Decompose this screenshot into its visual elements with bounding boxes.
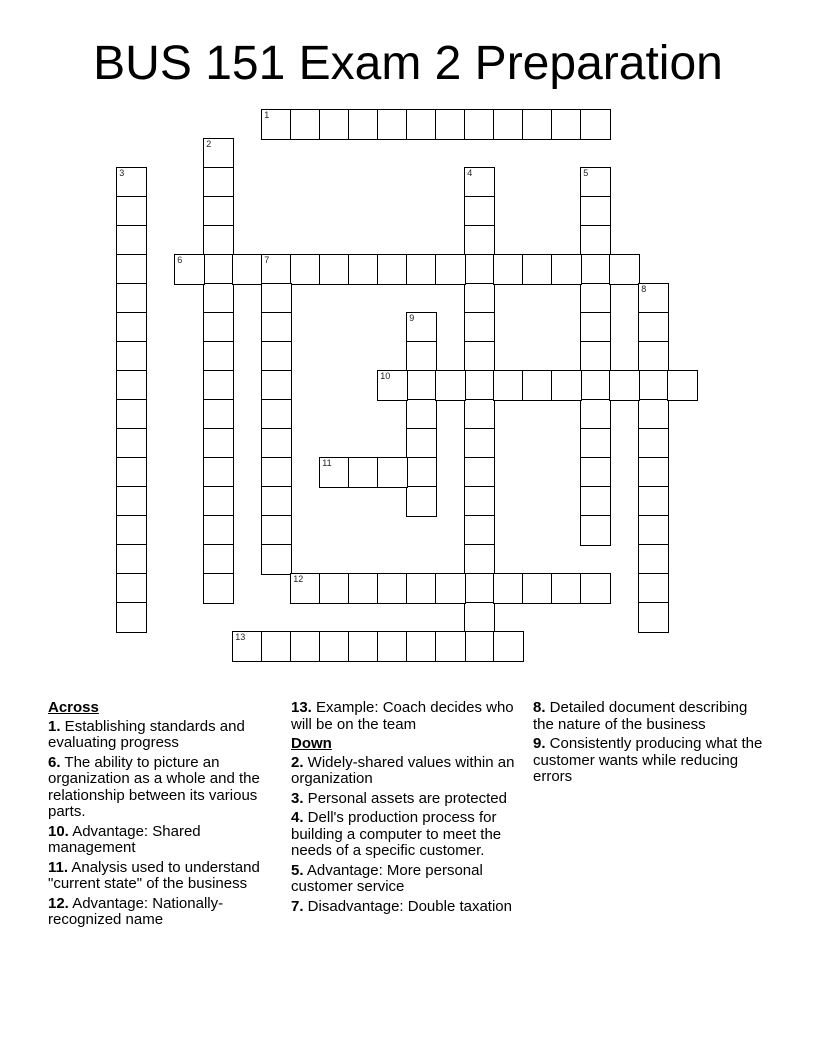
crossword-cell[interactable] — [116, 573, 147, 604]
crossword-cell[interactable] — [522, 370, 553, 401]
crossword-cell[interactable] — [319, 457, 350, 488]
crossword-cell[interactable] — [203, 399, 234, 430]
crossword-cell[interactable] — [406, 457, 437, 488]
crossword-cell[interactable] — [290, 254, 321, 285]
clue-down-4 — [291, 810, 521, 860]
clue-text: Establishing standards and evaluating progress — [48, 717, 245, 751]
crossword-cell[interactable] — [406, 109, 437, 140]
clue-down-9 — [533, 736, 768, 786]
crossword-cell[interactable] — [551, 370, 582, 401]
crossword-cell[interactable] — [377, 457, 408, 488]
crossword-cell[interactable] — [638, 515, 669, 546]
clue-number: 7. — [291, 897, 304, 915]
crossword-cell[interactable] — [406, 428, 437, 459]
crossword-cell[interactable] — [464, 602, 495, 633]
crossword-cell[interactable] — [261, 428, 292, 459]
crossword-cell[interactable] — [116, 370, 147, 401]
page-title: BUS 151 Exam 2 Preparation — [93, 37, 723, 90]
crossword-cell[interactable] — [203, 573, 234, 604]
crossword-cell[interactable] — [580, 283, 611, 314]
crossword-cell[interactable] — [116, 602, 147, 633]
clue-number: 3. — [291, 789, 304, 807]
across-heading: Across — [48, 699, 99, 716]
crossword-cell[interactable] — [261, 341, 292, 372]
crossword-cell[interactable] — [580, 457, 611, 488]
crossword-cell[interactable] — [435, 109, 466, 140]
crossword-cell[interactable] — [580, 399, 611, 430]
crossword-cell[interactable] — [203, 544, 234, 575]
crossword-cell[interactable] — [290, 109, 321, 140]
clue-down-2 — [291, 755, 521, 788]
crossword-cell[interactable] — [464, 196, 495, 227]
crossword-cell[interactable] — [203, 283, 234, 314]
crossword-cell[interactable] — [493, 254, 524, 285]
crossword-cell[interactable] — [464, 167, 495, 198]
cell-number: 2 — [206, 139, 212, 150]
crossword-cell[interactable] — [435, 254, 466, 285]
crossword-cell[interactable] — [406, 399, 437, 430]
clue-across-13 — [291, 700, 521, 733]
crossword-cell[interactable] — [261, 515, 292, 546]
crossword-cell[interactable] — [261, 486, 292, 517]
crossword-cell[interactable] — [377, 370, 408, 401]
crossword-cell[interactable] — [464, 573, 495, 604]
crossword-cell[interactable] — [348, 457, 379, 488]
crossword-cell[interactable] — [580, 341, 611, 372]
clue-across-12 — [48, 896, 278, 929]
crossword-cell[interactable] — [261, 254, 292, 285]
clues-column-3 — [533, 700, 768, 789]
crossword-cell[interactable] — [522, 254, 553, 285]
crossword-cell[interactable] — [464, 225, 495, 256]
crossword-cell[interactable] — [638, 457, 669, 488]
crossword-cell[interactable] — [232, 254, 263, 285]
clue-text: The ability to picture an organization as a whole and the relationship between its various parts. — [48, 753, 260, 820]
crossword-cell[interactable] — [638, 341, 669, 372]
crossword-cell[interactable] — [174, 254, 205, 285]
crossword-cell[interactable] — [580, 573, 611, 604]
clue-down-3 — [291, 791, 521, 808]
crossword-cell[interactable] — [203, 225, 234, 256]
crossword-cell[interactable] — [348, 631, 379, 662]
crossword-cell[interactable] — [348, 109, 379, 140]
clue-number: 6. — [48, 753, 61, 771]
crossword-cell[interactable] — [232, 631, 263, 662]
clue-number: 8. — [533, 699, 546, 716]
crossword-cell[interactable] — [377, 254, 408, 285]
clue-text: Detailed document describing the nature of the business — [533, 699, 748, 733]
crossword-cell[interactable] — [348, 254, 379, 285]
clue-across-11 — [48, 860, 278, 893]
clue-across-1 — [48, 719, 278, 752]
crossword-cell[interactable] — [609, 370, 640, 401]
crossword-cell[interactable] — [638, 573, 669, 604]
crossword-cell[interactable] — [116, 428, 147, 459]
crossword-cell[interactable] — [406, 370, 437, 401]
crossword-cell[interactable] — [261, 283, 292, 314]
crossword-cell[interactable] — [580, 196, 611, 227]
cell-number: 8 — [641, 284, 647, 295]
cell-number: 13 — [235, 632, 246, 643]
crossword-cell[interactable] — [203, 457, 234, 488]
crossword-cell[interactable] — [116, 225, 147, 256]
crossword-cell[interactable] — [406, 254, 437, 285]
crossword-cell[interactable] — [580, 428, 611, 459]
crossword-cell[interactable] — [493, 573, 524, 604]
crossword-cell[interactable] — [638, 602, 669, 633]
crossword-cell[interactable] — [319, 109, 350, 140]
clue-text: Advantage: Shared management — [48, 822, 201, 856]
crossword-cell[interactable] — [638, 399, 669, 430]
crossword-cell[interactable] — [464, 486, 495, 517]
crossword-cell[interactable] — [116, 486, 147, 517]
clue-text: Advantage: More personal customer service — [291, 861, 483, 895]
clue-number: 13. — [291, 699, 312, 716]
clue-number: 1. — [48, 717, 61, 735]
crossword-cell[interactable] — [203, 341, 234, 372]
crossword-cell[interactable] — [580, 312, 611, 343]
crossword-cell[interactable] — [406, 573, 437, 604]
cell-number: 3 — [119, 168, 125, 179]
crossword-cell[interactable] — [464, 370, 495, 401]
crossword-cell[interactable] — [522, 109, 553, 140]
clue-text: Consistently producing what the customer wants while reducing errors — [533, 735, 763, 785]
crossword-cell[interactable] — [435, 631, 466, 662]
crossword-cell[interactable] — [203, 254, 234, 285]
crossword-cell[interactable] — [580, 109, 611, 140]
crossword-cell[interactable] — [203, 486, 234, 517]
crossword-cell[interactable] — [377, 573, 408, 604]
crossword-cell[interactable] — [493, 109, 524, 140]
crossword-cell[interactable] — [667, 370, 698, 401]
crossword-cell[interactable] — [261, 109, 292, 140]
down-heading: Down — [291, 735, 332, 752]
clue-down-8 — [533, 700, 768, 733]
crossword-cell[interactable] — [203, 428, 234, 459]
cell-number: 5 — [583, 168, 589, 179]
crossword-cell[interactable] — [203, 312, 234, 343]
crossword-cell[interactable] — [464, 109, 495, 140]
crossword-cell[interactable] — [580, 225, 611, 256]
crossword-cell[interactable] — [203, 167, 234, 198]
crossword-cell[interactable] — [493, 631, 524, 662]
crossword-cell[interactable] — [116, 283, 147, 314]
crossword-cell[interactable] — [464, 631, 495, 662]
crossword-cell[interactable] — [261, 457, 292, 488]
crossword-cell[interactable] — [638, 428, 669, 459]
crossword-cell[interactable] — [348, 573, 379, 604]
crossword-cell[interactable] — [464, 428, 495, 459]
crossword-cell[interactable] — [580, 486, 611, 517]
crossword-cell[interactable] — [464, 283, 495, 314]
crossword-cell[interactable] — [406, 312, 437, 343]
crossword-cell[interactable] — [261, 544, 292, 575]
cell-number: 1 — [264, 110, 270, 121]
crossword-cell[interactable] — [580, 515, 611, 546]
crossword-cell[interactable] — [116, 399, 147, 430]
clues-column-2 — [291, 700, 521, 918]
cell-number: 12 — [293, 574, 304, 585]
crossword-cell[interactable] — [435, 370, 466, 401]
crossword-cell[interactable] — [261, 312, 292, 343]
crossword-cell[interactable] — [116, 457, 147, 488]
crossword-cell[interactable] — [464, 515, 495, 546]
clue-text: Example: Coach decides who will be on the team — [291, 699, 514, 733]
crossword-cell[interactable] — [116, 196, 147, 227]
crossword-cell[interactable] — [406, 631, 437, 662]
crossword-cell[interactable] — [319, 254, 350, 285]
crossword-cell[interactable] — [116, 544, 147, 575]
crossword-cell[interactable] — [203, 138, 234, 169]
crossword-cell[interactable] — [203, 370, 234, 401]
crossword-cell[interactable] — [638, 486, 669, 517]
clue-number: 9. — [533, 735, 546, 752]
clue-number: 5. — [291, 861, 304, 879]
clue-number: 12. — [48, 894, 69, 912]
crossword-cell[interactable] — [377, 109, 408, 140]
clue-down-5 — [291, 863, 521, 896]
clue-text: Disadvantage: Double taxation — [303, 897, 512, 915]
crossword-cell[interactable] — [261, 370, 292, 401]
cell-number: 9 — [409, 313, 415, 324]
clue-across-10 — [48, 824, 278, 857]
crossword-cell[interactable] — [464, 341, 495, 372]
crossword-cell[interactable] — [203, 515, 234, 546]
cell-number: 7 — [264, 255, 270, 266]
crossword-cell[interactable] — [638, 312, 669, 343]
crossword-cell[interactable] — [580, 254, 611, 285]
crossword-cell[interactable] — [551, 254, 582, 285]
crossword-cell[interactable] — [609, 254, 640, 285]
clue-text: Personal assets are protected — [303, 789, 507, 807]
crossword-cell[interactable] — [464, 399, 495, 430]
crossword-cell[interactable] — [435, 573, 466, 604]
crossword-cell[interactable] — [116, 515, 147, 546]
clue-text: Advantage: Nationally-recognized name — [48, 894, 224, 928]
crossword-cell[interactable] — [464, 544, 495, 575]
clue-number: 4. — [291, 809, 304, 826]
crossword-cell[interactable] — [522, 573, 553, 604]
clue-across-6 — [48, 755, 278, 821]
crossword-cell[interactable] — [406, 341, 437, 372]
crossword-cell[interactable] — [580, 167, 611, 198]
clue-down-7 — [291, 899, 521, 916]
crossword-cell[interactable] — [406, 486, 437, 517]
crossword-cell[interactable] — [638, 544, 669, 575]
crossword-cell[interactable] — [261, 399, 292, 430]
clue-text: Dell's production process for building a computer to meet the needs of a specific customer. — [291, 809, 502, 859]
crossword-cell[interactable] — [261, 631, 292, 662]
crossword-cell[interactable] — [319, 631, 350, 662]
crossword-cell[interactable] — [290, 631, 321, 662]
clue-number: 11. — [48, 858, 69, 876]
cell-number: 10 — [380, 371, 391, 382]
cell-number: 4 — [467, 168, 473, 179]
crossword-cell[interactable] — [116, 167, 147, 198]
crossword-cell[interactable] — [116, 341, 147, 372]
crossword-cell[interactable] — [638, 283, 669, 314]
crossword-cell[interactable] — [203, 196, 234, 227]
crossword-cell[interactable] — [464, 457, 495, 488]
clue-text: Widely-shared values within an organization — [291, 753, 515, 787]
clue-number: 2. — [291, 753, 304, 771]
crossword-cell[interactable] — [319, 573, 350, 604]
crossword-cell[interactable] — [464, 254, 495, 285]
crossword-cell[interactable] — [464, 312, 495, 343]
crossword-cell[interactable] — [580, 370, 611, 401]
crossword-cell[interactable] — [551, 573, 582, 604]
clue-text: Analysis used to understand "current state" of the business — [48, 858, 260, 892]
clues-column-1 — [48, 700, 278, 932]
cell-number: 11 — [322, 458, 332, 469]
crossword-cell[interactable] — [638, 370, 669, 401]
crossword-cell[interactable] — [290, 573, 321, 604]
crossword-cell[interactable] — [116, 312, 147, 343]
crossword-cell[interactable] — [551, 109, 582, 140]
clue-number: 10. — [48, 822, 69, 840]
crossword-cell[interactable] — [116, 254, 147, 285]
cell-number: 6 — [177, 255, 183, 266]
crossword-cell[interactable] — [377, 631, 408, 662]
crossword-cell[interactable] — [493, 370, 524, 401]
